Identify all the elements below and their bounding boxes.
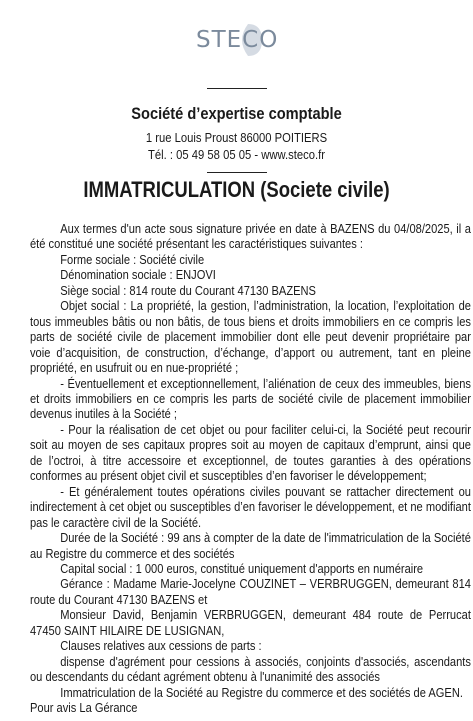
paragraph: Capital social : 1 000 euros, constitué uniquement d'apports en numéraire (60, 561, 424, 576)
divider-middle (207, 172, 267, 173)
paragraph: Dénomination sociale : ENJOVI (60, 268, 216, 283)
firm-address: 1 rue Louis Proust 86000 POITIERS (145, 131, 328, 145)
paragraph: Forme sociale : Société civile (60, 252, 205, 267)
paragraph: Clauses relatives aux cessions de parts : (60, 639, 262, 654)
firm-name: Société d’expertise comptable (131, 104, 342, 123)
paragraph: - Et généralement toutes opérations civiles pouvant se rattacher directement ou indirectement à cet objet ou susceptibles d’en favoriser le développement, et ne modifiant pas le caractère civil de la Société. (30, 484, 471, 530)
steco-logo (196, 20, 279, 60)
paragraph: - Pour la réalisation de cet objet ou pour faciliter celui-ci, la Société peut recourir soit au moyen de ses capitaux propres soit au moyen de capitaux d’emprunt, ainsi que de l’octroi, à titre accessoire et exceptionnel, de toutes garanties à des opérations conformes au présent objet civil et susceptibles d’en favoriser le développement; (30, 422, 471, 484)
firm-contact: Tél. : 05 49 58 05 05 - www.steco.fr (148, 148, 325, 162)
paragraph: Gérance : Madame Marie-Jocelyne COUZINET – VERBRUGGEN, demeurant 814 route du Courant 47130 BAZENS et (30, 577, 471, 607)
paragraph: Aux termes d'un acte sous signature privée en date à BAZENS du 04/08/2025, il a été constitué une société présentant les caractéristiques suivantes : (30, 222, 471, 252)
paragraph: - Éventuellement et exceptionnellement, l’aliénation de ceux des immeubles, biens et droits immobiliers en ce compris les parts de société civile de placement immobilier devenus inutiles à la Société ; (30, 376, 471, 422)
paragraph: Monsieur David, Benjamin VERBRUGGEN, demeurant 484 route de Perrucat 47450 SAINT HILAIRE DE LUSIGNAN, (30, 608, 471, 638)
paragraph: Immatriculation de la Société au Registre du commerce et des sociétés de AGEN. (60, 685, 463, 700)
notice-title: IMMATRICULATION (Societe civile) (83, 177, 390, 202)
notice-body (30, 222, 471, 717)
paragraph: dispense d'agrément pour cessions à associés, conjoints d'associés, ascendants ou descendants du cédant agrément obtenu à l'unanimité des associés (30, 654, 471, 685)
paragraph: Objet social : La propriété, la gestion, l’administration, la location, l’exploitation de tous immeubles bâtis ou non bâtis, de tous biens et droits immobiliers en ce compris les parts de société civile de placement immobilier dont elle peut devenir propriétaire par voie d’acquisition, de construction, d’échange, d’apport ou autrement, tant en pleine propriété, en usufruit ou en nue-propriété ; (30, 299, 471, 376)
logo-wordmark: STECO (196, 27, 279, 53)
closing-signature: Pour avis La Gérance (30, 701, 138, 716)
paragraph: Siège social : 814 route du Courant 47130 BAZENS (60, 283, 316, 298)
paragraph: Durée de la Société : 99 ans à compter de la date de l'immatriculation de la Société au Registre du commerce et des sociétés (30, 531, 471, 561)
divider-top (207, 88, 267, 89)
